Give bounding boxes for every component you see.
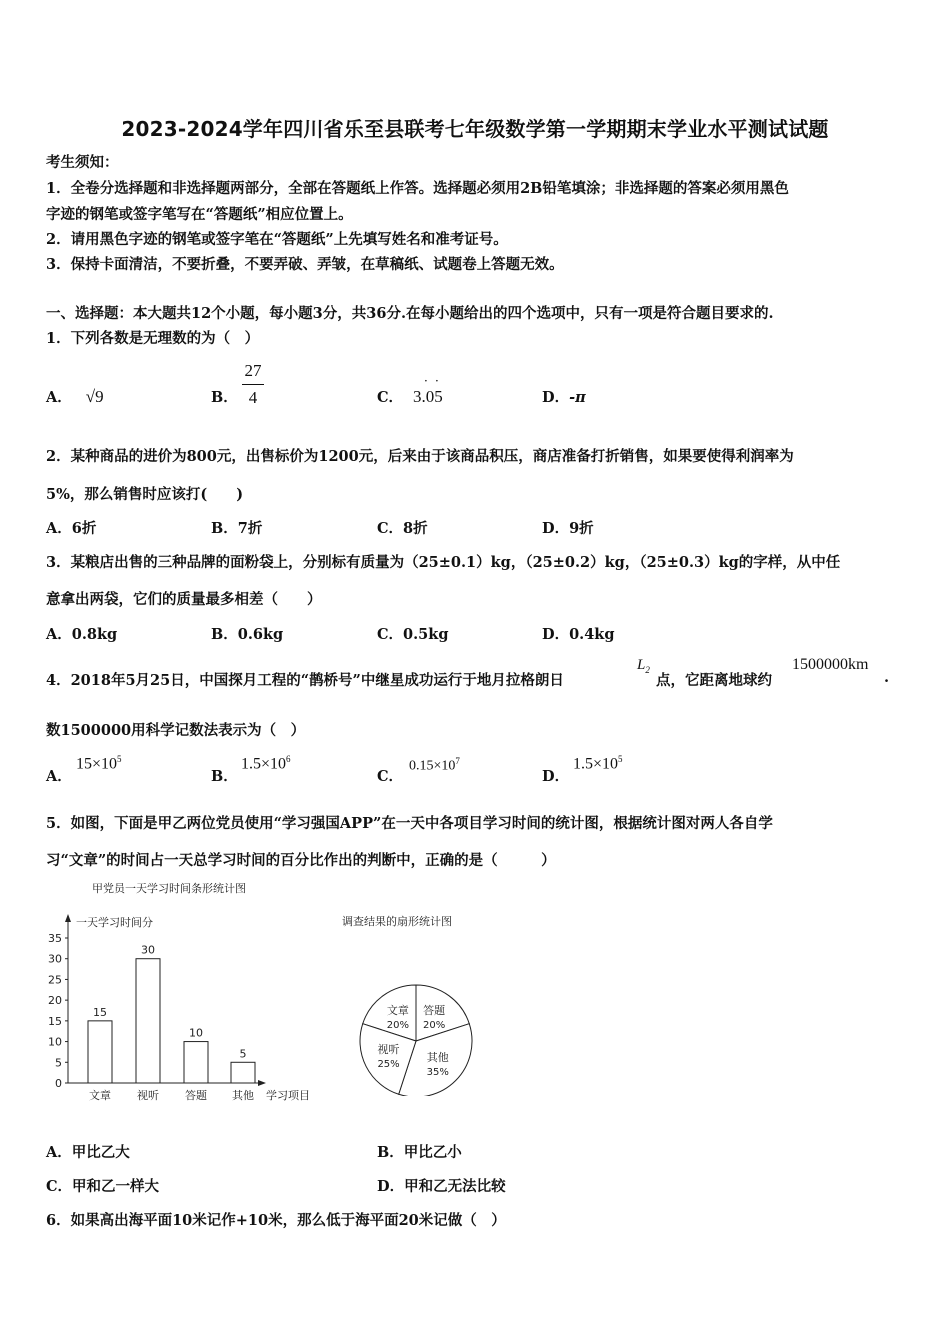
y-tick-label: 10 <box>48 1035 62 1049</box>
bar <box>136 959 160 1083</box>
notice-item: 3．保持卡面清洁，不要折叠，不要弄破、弄皱，在草稿纸、试题卷上答题无效。 <box>46 256 564 273</box>
q4-period: . <box>884 669 890 686</box>
q4-option-a-label: A． <box>46 768 72 785</box>
y-tick-label: 15 <box>48 1014 62 1028</box>
q5-option-d: D．甲和乙无法比较 <box>377 1178 506 1195</box>
notice-item: 2．请用黑色字迹的钢笔或签字笔在“答题纸”上先填写姓名和准考证号。 <box>46 231 508 248</box>
q3-option-a: A．0.8kg <box>46 626 118 643</box>
y-axis-arrow <box>65 914 71 922</box>
q5-stem: 习“文章”的时间占一天总学习时间的百分比作出的判断中，正确的是（ ） <box>46 852 556 869</box>
chart-title: 调查结果的扇形统计图 <box>342 915 452 928</box>
notice-item: 字迹的钢笔或签字笔写在“答题纸”相应位置上。 <box>46 206 353 223</box>
q6-stem: 6．如果高出海平面10米记作+10米，那么低于海平面20米记做（ ） <box>46 1212 506 1229</box>
slice-percent: 20% <box>386 1020 410 1032</box>
q1-option-b-fraction: 27 4 <box>242 361 264 408</box>
x-axis-label: 学习项目 <box>266 1089 310 1102</box>
y-tick-label: 35 <box>48 932 62 945</box>
chart-title: 甲党员一天学习时间条形统计图 <box>92 882 246 895</box>
pie-chart <box>338 910 498 1096</box>
q4-option-c-value: $0.15\times 10^7$ <box>409 756 460 774</box>
q4-stem-cont: 点，它距离地球约 <box>656 672 772 689</box>
page-title: 2023-2024学年四川省乐至县联考七年级数学第一学期期末学业水平测试试题 <box>121 117 829 141</box>
slice-percent: 20% <box>422 1020 446 1032</box>
q4-option-d-label: D． <box>542 768 570 785</box>
x-tick-label: 文章 <box>89 1089 111 1102</box>
q2-stem: 5%，那么销售时应该打( ) <box>46 486 244 503</box>
notice-item: 1．全卷分选择题和非选择题两部分，全部在答题纸上作答。选择题必须用2B铅笔填涂；非选择题的答案必须用黑色 <box>46 180 789 197</box>
q2-stem: 2．某种商品的进价为800元，出售标价为1200元，后来由于该商品积压，商店准备打折销售，如果要使得利润率为 <box>46 448 794 465</box>
q1-option-b-label: B． <box>211 389 238 406</box>
x-tick-label: 其他 <box>232 1089 254 1102</box>
q2-option-b: B．7折 <box>211 520 263 537</box>
repeating-dot: · <box>435 374 439 388</box>
repeating-dot: · <box>424 374 428 388</box>
q3-option-c: C．0.5kg <box>377 626 449 643</box>
y-tick-label: 5 <box>55 1056 62 1070</box>
q2-option-a: A．6折 <box>46 520 97 537</box>
bar <box>88 1021 112 1083</box>
y-tick-label: 0 <box>55 1077 62 1090</box>
slice-label: 视听 <box>377 1042 400 1056</box>
q4-option-b-value: $1.5\times 10^6$ <box>241 754 291 773</box>
section-heading: 一、选择题：本大题共12个小题，每小题3分，共36分.在每小题给出的四个选项中，只有一项是符合题目要求的. <box>46 305 774 322</box>
q2-option-c: C．8折 <box>377 520 428 537</box>
q5-option-a: A．甲比乙大 <box>46 1144 130 1161</box>
slice-percent: 25% <box>377 1058 400 1070</box>
slice-percent: 35% <box>426 1066 449 1078</box>
q3-stem: 意拿出两袋，它们的质量最多相差（ ） <box>46 591 322 608</box>
q1-option-c: C． 3.05 <box>377 387 443 406</box>
slice-label: 其他 <box>426 1050 449 1064</box>
bar <box>231 1062 255 1083</box>
slice-label: 答题 <box>423 1004 446 1018</box>
q4-option-d-value: $1.5\times 10^5$ <box>573 754 623 773</box>
q4-stem: 数1500000用科学记数法表示为（ ） <box>46 722 306 739</box>
y-tick-label: 25 <box>48 973 62 987</box>
q1-option-d: D．-π <box>542 389 586 406</box>
y-tick-label: 20 <box>48 994 62 1008</box>
y-tick-label: 30 <box>48 952 62 966</box>
q3-option-d: D．0.4kg <box>542 626 615 643</box>
q4-stem: 4．2018年5月25日，中国探月工程的“鹊桥号”中继星成功运行于地月拉格朗日 <box>46 672 564 689</box>
q3-stem: 3．某粮店出售的三种品牌的面粉袋上，分别标有质量为（25±0.1）kg，（25±0.2）kg，（25±0.3）kg的字样，从中任 <box>46 554 841 571</box>
q5-option-b: B．甲比乙小 <box>377 1144 462 1161</box>
q3-option-b: B．0.6kg <box>211 626 284 643</box>
q1-option-a: A． √9 <box>46 387 104 406</box>
data-label: 10 <box>189 1026 203 1040</box>
q4-option-c-label: C． <box>377 768 404 785</box>
slice-label: 文章 <box>386 1004 409 1018</box>
q4-option-a-value: $15\times 10^5$ <box>76 754 122 773</box>
q5-option-c: C．甲和乙一样大 <box>46 1178 160 1195</box>
y-axis-label: 一天学习时间分 <box>76 916 153 929</box>
data-label: 15 <box>93 1005 107 1019</box>
q2-option-d: D．9折 <box>542 520 594 537</box>
q4-l2-point: $L_2$ <box>637 657 650 675</box>
bar-chart <box>40 876 330 1108</box>
q4-distance: 1500000km <box>792 656 869 673</box>
x-tick-label: 答题 <box>185 1089 207 1102</box>
data-label: 30 <box>141 943 155 957</box>
x-axis-arrow <box>258 1080 266 1086</box>
data-label: 5 <box>239 1047 247 1061</box>
q4-option-b-label: B． <box>211 768 238 785</box>
bar <box>184 1042 208 1083</box>
q1-stem: 1．下列各数是无理数的为（ ） <box>46 330 260 347</box>
x-tick-label: 视听 <box>137 1089 159 1102</box>
q5-stem: 5．如图，下面是甲乙两位党员使用“学习强国APP”在一天中各项目学习时间的统计图，根据统计图对两人各自学 <box>46 815 773 832</box>
notice-heading: 考生须知： <box>46 154 119 171</box>
